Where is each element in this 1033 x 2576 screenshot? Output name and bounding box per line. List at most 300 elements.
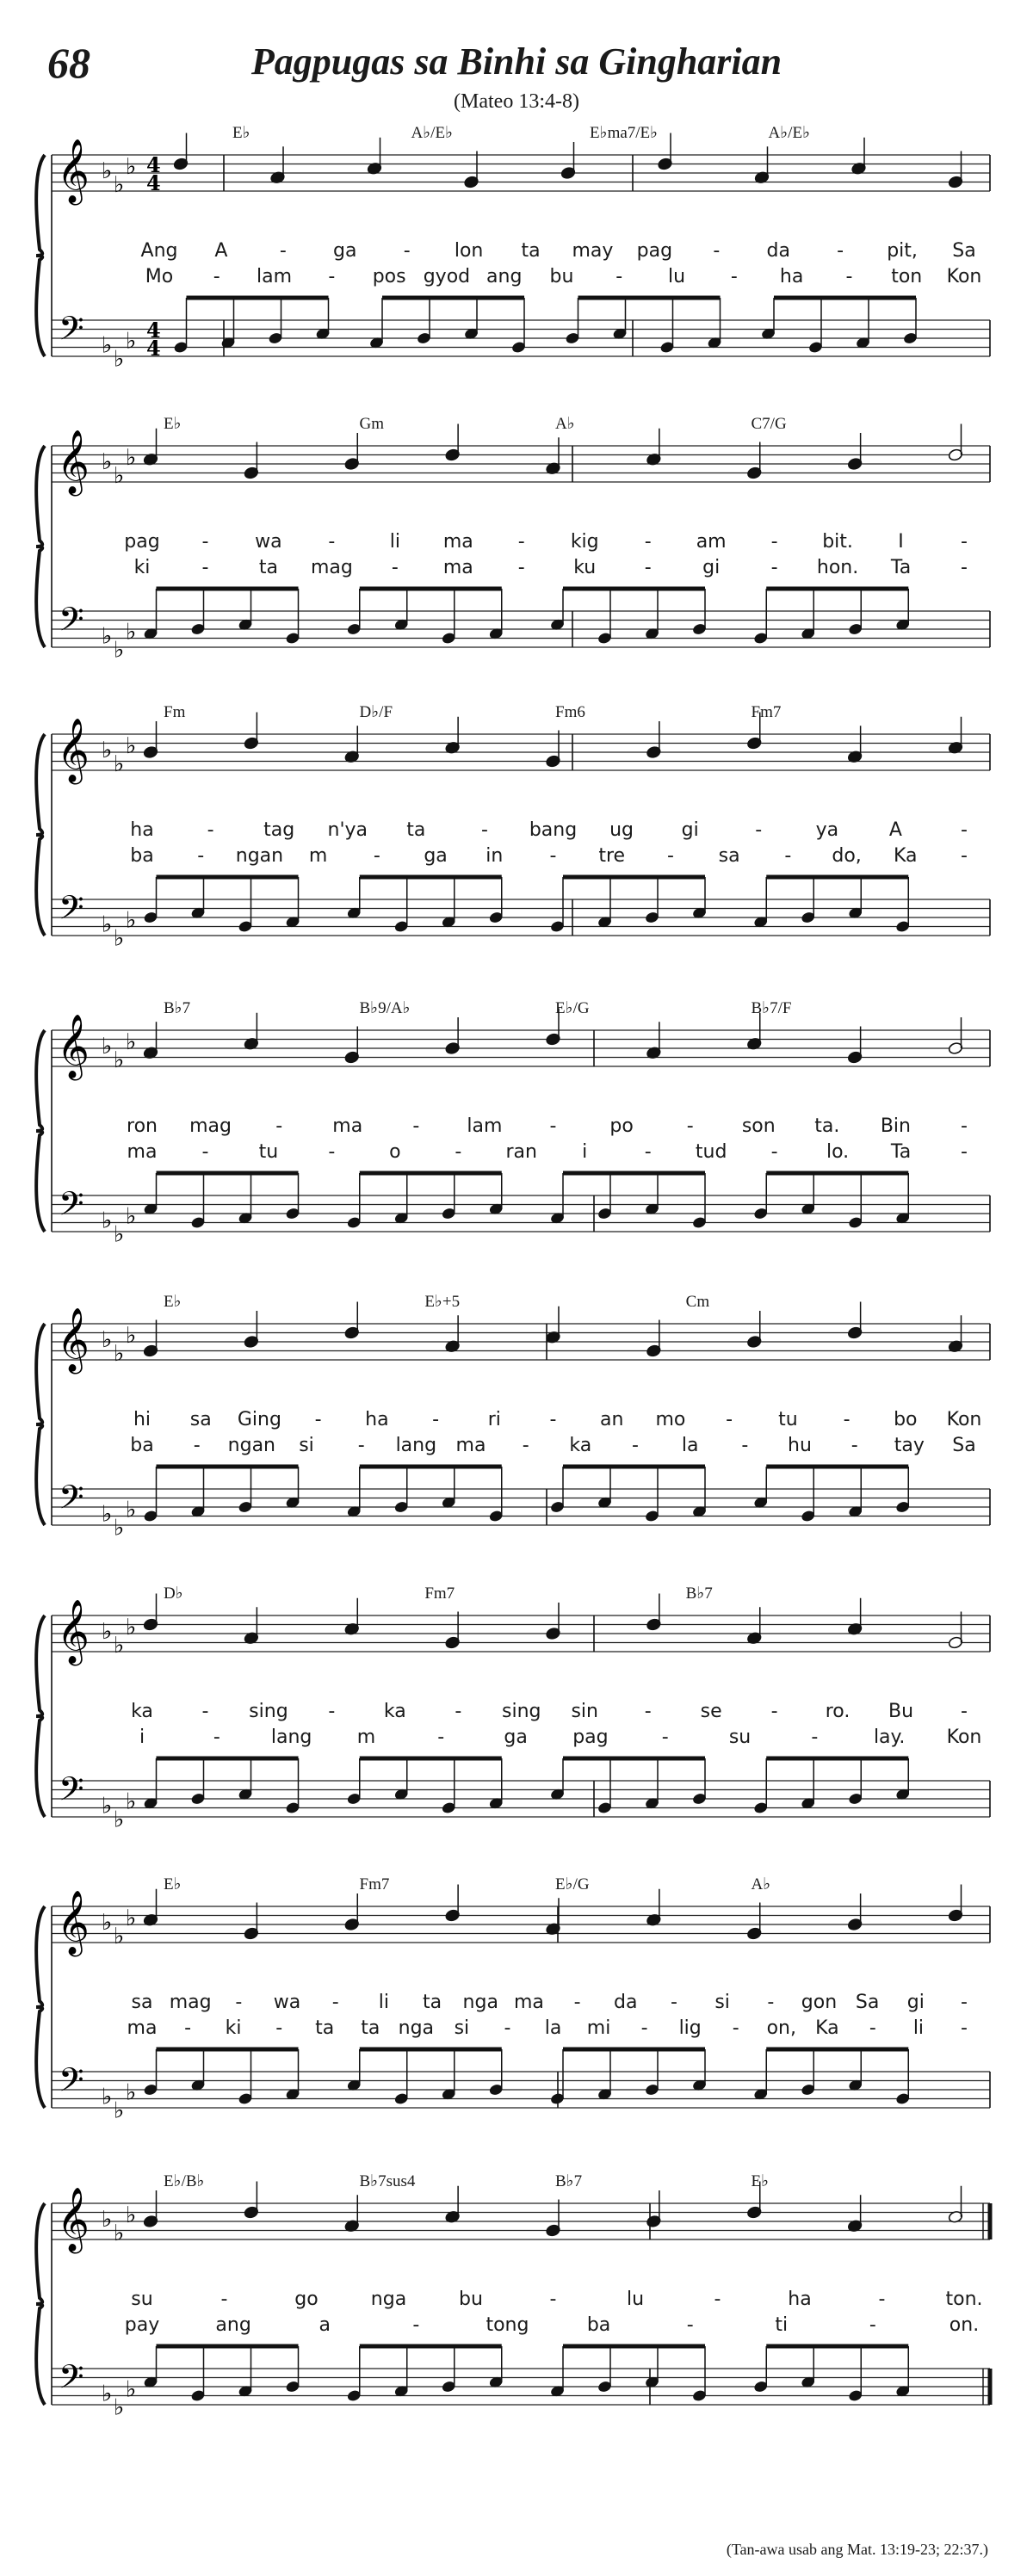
- lyric-syllable: -: [207, 819, 214, 841]
- lyric-syllable: Bu: [888, 1701, 914, 1722]
- key-flat-icon: ♭: [102, 2084, 113, 2110]
- lyric-syllable: ta.: [814, 1115, 840, 1137]
- key-flat-icon: ♭: [102, 2381, 113, 2407]
- lyric-syllable: -: [869, 2017, 876, 2039]
- lyric-syllable: -: [644, 531, 652, 553]
- lyric-syllable: lig: [678, 2017, 702, 2039]
- lyric-syllable: gon: [801, 1992, 838, 2013]
- chord-symbol: D♭/F: [359, 703, 393, 721]
- lyric-syllable: lu: [626, 2289, 645, 2310]
- lyric-syllable: ma: [455, 1435, 486, 1456]
- lyric-syllable: -: [961, 1115, 968, 1137]
- lyric-syllable: Kon: [946, 266, 982, 287]
- chord-symbol: E♭: [164, 1875, 182, 1893]
- lyric-syllable: ma: [513, 1992, 544, 2013]
- treble-time-sig-top: 4: [146, 152, 161, 177]
- key-flat-icon: ♭: [114, 346, 125, 373]
- lyric-syllable: Sa: [952, 1435, 976, 1456]
- chord-symbol: E♭+5: [424, 1293, 461, 1311]
- lyric-syllable: -: [573, 1992, 581, 2013]
- chord-symbol: Fm7: [424, 1585, 455, 1603]
- bass-clef-icon: 𝄢: [59, 1184, 84, 1231]
- key-flat-icon: ♭: [102, 158, 113, 184]
- key-flat-icon: ♭: [102, 1327, 113, 1353]
- lyric-syllable: i: [582, 1141, 588, 1163]
- lyric-syllable: -: [455, 1141, 462, 1163]
- lyric-syllable: -: [549, 1409, 557, 1430]
- lyric-syllable: po: [609, 1115, 634, 1137]
- lyric-syllable: Ang: [140, 240, 178, 262]
- lyric-syllable: -: [279, 240, 287, 262]
- treble-clef-icon: 𝄞: [57, 719, 90, 782]
- lyric-syllable: -: [851, 1435, 858, 1456]
- lyric-syllable: ton: [891, 266, 923, 287]
- lyric-syllable: sing: [249, 1701, 288, 1722]
- system-brace: [36, 734, 45, 936]
- lyric-syllable: lon: [454, 240, 484, 262]
- lyric-syllable: -: [517, 531, 525, 553]
- lyric-syllable: -: [770, 531, 778, 553]
- footnote: (Tan-awa usab ang Mat. 13:19-23; 22:37.): [726, 2541, 988, 2558]
- system-2: [36, 415, 990, 663]
- lyric-syllable: ka: [131, 1701, 153, 1722]
- lyric-syllable: tu: [258, 1141, 279, 1163]
- chord-symbol: E♭/B♭: [164, 2172, 205, 2190]
- lyric-syllable: si: [454, 2017, 470, 2039]
- lyric-syllable: on.: [949, 2314, 980, 2336]
- lyric-syllable: ro.: [825, 1701, 851, 1722]
- lyric-syllable: tay: [894, 1435, 925, 1456]
- lyric-syllable: -: [714, 2289, 721, 2310]
- system-brace: [36, 1030, 45, 1232]
- lyric-syllable: -: [644, 557, 652, 578]
- lyric-syllable: -: [412, 2314, 420, 2336]
- lyric-syllable: ti: [775, 2314, 789, 2336]
- lyric-syllable: ma: [127, 2017, 158, 2039]
- lyric-syllable: -: [730, 266, 738, 287]
- lyric-syllable: gyod: [423, 266, 471, 287]
- bass-clef-icon: 𝄢: [59, 309, 84, 355]
- lyric-syllable: -: [640, 2017, 648, 2039]
- key-flat-icon: ♭: [126, 444, 137, 471]
- lyric-syllable: ron: [127, 1115, 158, 1137]
- lyric-syllable: Ka: [815, 2017, 839, 2039]
- lyric-syllable: Ta: [890, 557, 912, 578]
- chord-symbol: B♭9/A♭: [359, 999, 411, 1017]
- bass-clef-icon: 𝄢: [59, 600, 84, 646]
- treble-clef-icon: 𝄞: [57, 1891, 90, 1955]
- lyric-syllable: -: [275, 1115, 283, 1137]
- key-flat-icon: ♭: [126, 1905, 137, 1931]
- system-7: [36, 1875, 990, 2123]
- lyric-syllable: -: [843, 1409, 851, 1430]
- system-brace: [36, 155, 45, 356]
- lyric-syllable: -: [845, 266, 853, 287]
- lyric-syllable: sa: [131, 1992, 153, 2013]
- lyric-syllable: ta: [521, 240, 541, 262]
- key-flat-icon: ♭: [114, 2394, 125, 2421]
- lyric-syllable: ki: [225, 2017, 242, 2039]
- lyric-syllable: ba: [130, 845, 154, 867]
- key-flat-icon: ♭: [114, 1923, 125, 1949]
- lyric-syllable: ta: [258, 557, 278, 578]
- chord-symbol: A♭: [751, 1875, 771, 1893]
- lyric-syllable: -: [328, 531, 336, 553]
- system-brace: [36, 446, 45, 647]
- lyric-syllable: su: [728, 1727, 752, 1748]
- lyric-syllable: la: [681, 1435, 699, 1456]
- key-flat-icon: ♭: [126, 2079, 137, 2106]
- lyric-syllable: -: [961, 845, 968, 867]
- key-flat-icon: ♭: [102, 1619, 113, 1645]
- chord-symbol: E♭: [164, 415, 182, 433]
- chord-symbol: B♭7: [685, 1585, 713, 1603]
- key-flat-icon: ♭: [102, 449, 113, 475]
- lyric-syllable: wa: [255, 531, 282, 553]
- lyric-syllable: gi: [681, 819, 699, 841]
- lyric-syllable: -: [961, 1992, 968, 2013]
- lyric-syllable: ma: [442, 531, 473, 553]
- chord-symbol: C7/G: [751, 415, 787, 433]
- lyric-syllable: tud: [695, 1141, 727, 1163]
- system-1: [36, 124, 990, 372]
- lyric-syllable: -: [412, 1115, 420, 1137]
- key-flat-icon: ♭: [114, 1632, 125, 1659]
- lyric-syllable: in: [486, 845, 504, 867]
- lyric-syllable: gi: [702, 557, 721, 578]
- lyric-syllable: pag: [124, 531, 160, 553]
- lyric-syllable: -: [201, 1141, 209, 1163]
- lyric-syllable: -: [961, 1141, 968, 1163]
- lyric-syllable: -: [432, 1409, 440, 1430]
- chord-symbol: E♭/G: [555, 999, 590, 1017]
- lyric-syllable: su: [131, 2289, 153, 2310]
- key-flat-icon: ♭: [114, 1515, 125, 1541]
- treble-clef-icon: 𝄞: [57, 1600, 90, 1664]
- lyric-syllable: Sa: [855, 1992, 880, 2013]
- lyric-syllable: -: [784, 845, 792, 867]
- lyric-syllable: -: [193, 1435, 201, 1456]
- system-brace: [36, 1324, 45, 1525]
- chord-symbol: A♭/E♭: [768, 124, 811, 142]
- lyric-syllable: bit.: [822, 531, 853, 553]
- lyric-syllable: tre: [598, 845, 626, 867]
- lyric-syllable: -: [713, 240, 721, 262]
- lyric-syllable: -: [961, 557, 968, 578]
- lyric-syllable: I: [898, 531, 904, 553]
- lyric-syllable: -: [666, 845, 674, 867]
- system-brace: [36, 1906, 45, 2108]
- key-flat-icon: ♭: [114, 1221, 125, 1248]
- key-flat-icon: ♭: [114, 2220, 125, 2246]
- lyric-syllable: bang: [529, 819, 578, 841]
- lyric-syllable: -: [741, 1435, 749, 1456]
- lyric-syllable: li: [389, 531, 400, 553]
- key-flat-icon: ♭: [114, 1047, 125, 1073]
- lyric-syllable: -: [314, 1409, 322, 1430]
- lyric-syllable: bu: [549, 266, 574, 287]
- lyric-syllable: ga: [504, 1727, 528, 1748]
- lyric-syllable: i: [139, 1727, 145, 1748]
- key-flat-icon: ♭: [126, 619, 137, 646]
- lyric-syllable: do,: [832, 845, 862, 867]
- lyric-syllable: se: [700, 1701, 722, 1722]
- key-flat-icon: ♭: [114, 1807, 125, 1833]
- lyric-syllable: Kon: [946, 1727, 982, 1748]
- lyric-syllable: Sa: [952, 240, 976, 262]
- lyric-syllable: -: [549, 2289, 557, 2310]
- bass-clef-icon: 𝄢: [59, 1478, 84, 1524]
- lyric-syllable: -: [184, 2017, 192, 2039]
- lyric-syllable: -: [686, 1115, 694, 1137]
- lyric-syllable: ku: [573, 557, 597, 578]
- bass-clef-icon: 𝄢: [59, 2060, 84, 2107]
- lyric-syllable: -: [770, 1701, 778, 1722]
- treble-clef-icon: 𝄞: [57, 430, 90, 494]
- lyric-syllable: -: [437, 1727, 445, 1748]
- lyric-syllable: -: [615, 266, 623, 287]
- treble-clef-icon: 𝄞: [57, 1308, 90, 1372]
- lyric-syllable: -: [213, 1727, 220, 1748]
- lyric-syllable: ug: [609, 819, 634, 841]
- bass-clef-icon: 𝄢: [59, 1770, 84, 1816]
- lyric-syllable: ha: [365, 1409, 389, 1430]
- lyric-syllable: -: [726, 1409, 733, 1430]
- lyric-syllable: ba: [586, 2314, 611, 2336]
- key-flat-icon: ♭: [102, 1208, 113, 1234]
- chord-symbol: E♭ma7/E♭: [590, 124, 659, 142]
- bass-time-sig-top: 4: [146, 318, 161, 343]
- key-flat-icon: ♭: [102, 738, 113, 763]
- key-flat-icon: ♭: [114, 2097, 125, 2124]
- lyric-syllable: li: [378, 1992, 389, 2013]
- scripture-reference: (Mateo 13:4-8): [454, 90, 579, 113]
- key-flat-icon: ♭: [126, 2376, 137, 2403]
- key-flat-icon: ♭: [114, 171, 125, 198]
- lyric-syllable: ma: [127, 1141, 158, 1163]
- lyric-syllable: -: [869, 2314, 876, 2336]
- bass-time-sig-bottom: 4: [146, 336, 161, 361]
- lyric-syllable: -: [201, 1701, 209, 1722]
- key-flat-icon: ♭: [114, 462, 125, 489]
- lyric-syllable: -: [632, 1435, 639, 1456]
- lyric-syllable: ri: [487, 1409, 501, 1430]
- lyric-syllable: nga: [398, 2017, 435, 2039]
- lyric-syllable: Ka: [894, 845, 918, 867]
- system-6: [36, 1585, 990, 1832]
- chord-symbol: Fm: [164, 703, 186, 721]
- lyric-syllable: -: [644, 1701, 652, 1722]
- key-flat-icon: ♭: [126, 2202, 137, 2228]
- key-flat-icon: ♭: [102, 1034, 113, 1059]
- chord-symbol: Fm6: [555, 703, 585, 721]
- lyric-syllable: Ta: [890, 1141, 912, 1163]
- lyric-syllable: hi: [133, 1409, 152, 1430]
- lyric-syllable: -: [275, 2017, 283, 2039]
- lyric-syllable: lang: [395, 1435, 437, 1456]
- lyric-syllable: lay.: [873, 1727, 906, 1748]
- lyric-syllable: nga: [370, 2289, 407, 2310]
- lyric-syllable: -: [811, 1727, 819, 1748]
- lyric-syllable: -: [770, 1141, 778, 1163]
- lyric-syllable: da: [614, 1992, 638, 2013]
- lyric-syllable: -: [331, 1992, 339, 2013]
- lyric-syllable: Kon: [946, 1409, 982, 1430]
- lyric-syllable: mo: [655, 1409, 686, 1430]
- lyric-syllable: m: [356, 1727, 376, 1748]
- lyric-syllable: m: [308, 845, 328, 867]
- lyric-syllable: -: [220, 2289, 228, 2310]
- system-4: [36, 999, 990, 1247]
- chord-symbol: Fm7: [751, 703, 782, 721]
- system-5: [36, 1293, 990, 1541]
- lyric-syllable: pit,: [887, 240, 918, 262]
- lyric-syllable: -: [961, 819, 968, 841]
- chord-symbol: Cm: [685, 1293, 710, 1311]
- lyric-syllable: -: [403, 240, 411, 262]
- lyric-syllable: ta: [406, 819, 426, 841]
- lyric-syllable: -: [328, 1701, 336, 1722]
- key-flat-icon: ♭: [114, 751, 125, 777]
- lyric-syllable: ya: [815, 819, 839, 841]
- chord-symbol: A♭/E♭: [411, 124, 454, 142]
- key-flat-icon: ♭: [114, 637, 125, 664]
- system-3: [36, 703, 990, 951]
- lyric-syllable: sa: [189, 1409, 212, 1430]
- chord-symbol: Gm: [359, 415, 384, 433]
- lyric-syllable: gi: [906, 1992, 925, 2013]
- lyric-syllable: pag: [572, 1727, 609, 1748]
- lyric-syllable: la: [544, 2017, 562, 2039]
- lyric-syllable: -: [961, 2017, 968, 2039]
- key-flat-icon: ♭: [114, 1340, 125, 1367]
- lyric-syllable: -: [391, 557, 399, 578]
- lyric-syllable: ha: [779, 266, 804, 287]
- lyric-syllable: nga: [462, 1992, 498, 2013]
- song-title: Pagpugas sa Binhi sa Gingharian: [251, 40, 782, 83]
- lyric-syllable: -: [670, 1992, 677, 2013]
- lyric-syllable: may: [572, 240, 614, 262]
- lyric-syllable: lang: [270, 1727, 312, 1748]
- lyric-syllable: mag: [169, 1992, 212, 2013]
- key-flat-icon: ♭: [126, 328, 137, 355]
- lyric-syllable: ton.: [945, 2289, 983, 2310]
- lyric-syllable: lu: [668, 266, 686, 287]
- lyric-syllable: -: [480, 819, 488, 841]
- lyric-syllable: wa: [273, 1992, 301, 2013]
- lyric-syllable: mag: [189, 1115, 232, 1137]
- lyric-syllable: lam: [467, 1115, 503, 1137]
- chord-symbol: E♭: [232, 124, 251, 142]
- lyric-syllable: si: [299, 1435, 314, 1456]
- lyric-syllable: -: [686, 2314, 694, 2336]
- lyric-syllable: on,: [766, 2017, 796, 2039]
- lyric-syllable: -: [201, 557, 209, 578]
- lyric-syllable: -: [213, 266, 220, 287]
- lyric-syllable: a: [319, 2314, 331, 2336]
- lyric-syllable: li: [912, 2017, 925, 2039]
- key-flat-icon: ♭: [126, 1322, 137, 1349]
- lyric-syllable: -: [373, 845, 380, 867]
- treble-time-sig-bottom: 4: [146, 170, 161, 195]
- chord-symbol: B♭7: [555, 2172, 583, 2190]
- lyric-syllable: -: [549, 1115, 557, 1137]
- lyric-syllable: n'ya: [327, 819, 368, 841]
- key-flat-icon: ♭: [102, 2207, 113, 2233]
- lyric-syllable: ang: [215, 2314, 251, 2336]
- lyric-syllable: -: [455, 1701, 462, 1722]
- lyric-syllable: -: [197, 845, 205, 867]
- lyric-syllable: mag: [310, 557, 353, 578]
- key-flat-icon: ♭: [126, 907, 137, 934]
- key-flat-icon: ♭: [126, 153, 137, 180]
- system-8: [36, 2172, 990, 2420]
- lyric-syllable: Bin: [880, 1115, 911, 1137]
- lyric-syllable: kig: [570, 531, 599, 553]
- lyric-syllable: tu: [778, 1409, 798, 1430]
- key-flat-icon: ♭: [126, 732, 137, 759]
- lyric-syllable: son: [741, 1115, 776, 1137]
- lyric-syllable: pay: [124, 2314, 160, 2336]
- lyric-syllable: pag: [636, 240, 673, 262]
- lyric-syllable: ha: [788, 2289, 812, 2310]
- chord-symbol: B♭7: [164, 999, 191, 1017]
- key-flat-icon: ♭: [126, 1788, 137, 1815]
- lyric-syllable: pos: [372, 266, 406, 287]
- lyric-syllable: A: [214, 240, 228, 262]
- lyric-syllable: tag: [263, 819, 295, 841]
- key-flat-icon: ♭: [102, 1501, 113, 1528]
- lyric-syllable: ba: [130, 1435, 154, 1456]
- treble-clef-icon: 𝄞: [57, 1015, 90, 1078]
- lyric-syllable: si: [714, 1992, 730, 2013]
- chord-symbol: E♭: [751, 2172, 770, 2190]
- system-brace: [36, 2203, 45, 2405]
- lyric-syllable: mi: [586, 2017, 611, 2039]
- key-flat-icon: ♭: [126, 1029, 137, 1055]
- lyric-syllable: -: [661, 1727, 669, 1748]
- treble-clef-icon: 𝄞: [57, 2188, 90, 2252]
- lyric-syllable: -: [201, 531, 209, 553]
- lyric-syllable: o: [389, 1141, 401, 1163]
- chord-symbol: Fm7: [359, 1875, 390, 1893]
- lyric-syllable: -: [961, 1701, 968, 1722]
- chord-symbol: D♭: [164, 1585, 183, 1603]
- lyric-syllable: ran: [505, 1141, 538, 1163]
- bass-clef-icon: 𝄢: [59, 888, 84, 935]
- lyric-syllable: -: [837, 240, 844, 262]
- key-flat-icon: ♭: [126, 1203, 137, 1230]
- page-number: 68: [47, 39, 90, 87]
- lyric-syllable: ta: [315, 2017, 335, 2039]
- lyric-syllable: A: [888, 819, 902, 841]
- chord-symbol: E♭/G: [555, 1875, 590, 1893]
- lyric-syllable: bu: [459, 2289, 483, 2310]
- lyric-syllable: -: [961, 531, 968, 553]
- lyric-syllable: -: [549, 845, 557, 867]
- lyric-syllable: ngan: [235, 845, 284, 867]
- lyric-syllable: da: [766, 240, 790, 262]
- lyric-syllable: bo: [894, 1409, 918, 1430]
- lyric-syllable: -: [517, 557, 525, 578]
- lyric-syllable: -: [328, 266, 336, 287]
- lyric-syllable: -: [357, 1435, 365, 1456]
- chord-symbol: B♭7sus4: [359, 2172, 416, 2190]
- lyric-syllable: Ging: [237, 1409, 281, 1430]
- lyric-syllable: lam: [257, 266, 293, 287]
- lyric-syllable: -: [767, 1992, 775, 2013]
- chord-symbol: A♭: [555, 415, 575, 433]
